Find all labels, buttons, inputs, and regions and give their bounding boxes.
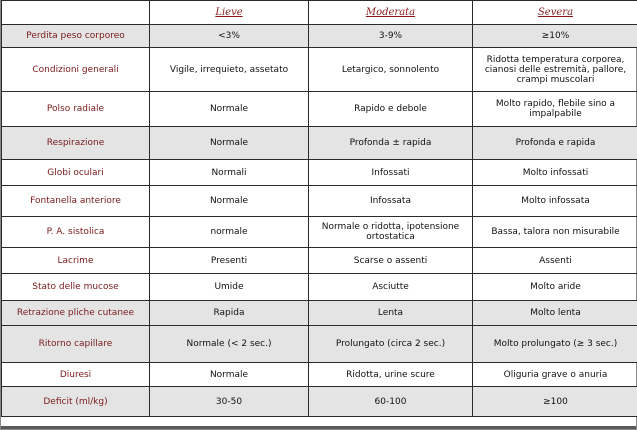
- table-row: [2, 363, 637, 387]
- cell-severa: Molto prolungato (≥ 3 sec.): [473, 326, 637, 363]
- table-row: [2, 127, 637, 160]
- cell-moderata: Scarse o assenti: [309, 248, 473, 274]
- table-row: [2, 160, 637, 186]
- cell-lieve: Normale: [150, 92, 309, 127]
- cell-severa: Profonda e rapida: [473, 127, 637, 160]
- cell-moderata: Infossata: [309, 186, 473, 217]
- cell-severa: Molto infossati: [473, 160, 637, 186]
- row-label: Perdita peso corporeo: [2, 25, 150, 48]
- cell-lieve: Normale (< 2 sec.): [150, 326, 309, 363]
- table-row: [2, 217, 637, 248]
- row-label: Deficit (ml/kg): [2, 387, 150, 417]
- cell-moderata: 60-100: [309, 387, 473, 417]
- cell-lieve: Normale: [150, 186, 309, 217]
- cell-moderata: Rapido e debole: [309, 92, 473, 127]
- table-row: [2, 248, 637, 274]
- bottom-border-band: [1, 426, 636, 429]
- cell-severa: ≥100: [473, 387, 637, 417]
- table-row: [2, 301, 637, 326]
- cell-lieve: Umide: [150, 274, 309, 301]
- row-label: Respirazione: [2, 127, 150, 160]
- cell-severa: Bassa, talora non misurabile: [473, 217, 637, 248]
- cell-severa: Assenti: [473, 248, 637, 274]
- cell-lieve: Normale: [150, 127, 309, 160]
- cell-moderata: Normale o ridotta, ipotensione ortostatica: [309, 217, 473, 248]
- row-label: Globi oculari: [2, 160, 150, 186]
- table-row: [2, 387, 637, 417]
- row-label: Diuresi: [2, 363, 150, 387]
- cell-moderata: 3-9%: [309, 25, 473, 48]
- table-header-row: [2, 1, 637, 25]
- row-label: Stato delle mucose: [2, 274, 150, 301]
- cell-severa: Molto aride: [473, 274, 637, 301]
- table-row: [2, 326, 637, 363]
- cell-moderata: Prolungato (circa 2 sec.): [309, 326, 473, 363]
- row-label: Polso radiale: [2, 92, 150, 127]
- row-label: Condizioni generali: [2, 48, 150, 92]
- row-label: Ritorno capillare: [2, 326, 150, 363]
- cell-lieve: <3%: [150, 25, 309, 48]
- row-label: Lacrime: [2, 248, 150, 274]
- cell-moderata: Infossati: [309, 160, 473, 186]
- cell-severa: Molto rapido, flebile sino a impalpabile: [473, 92, 637, 127]
- cell-severa: ≥10%: [473, 25, 637, 48]
- cell-moderata: Lenta: [309, 301, 473, 326]
- cell-lieve: Presenti: [150, 248, 309, 274]
- row-label: P. A. sistolica: [2, 217, 150, 248]
- row-label: Fontanella anteriore: [2, 186, 150, 217]
- cell-severa: Molto infossata: [473, 186, 637, 217]
- cell-moderata: Letargico, sonnolento: [309, 48, 473, 92]
- cell-lieve: Normale: [150, 363, 309, 387]
- table-row: [2, 92, 637, 127]
- cell-lieve: Rapida: [150, 301, 309, 326]
- cell-severa: Ridotta temperatura corporea, cianosi delle estremità, pallore, crampi muscolari: [473, 48, 637, 92]
- table-row: [2, 48, 637, 92]
- header-moderata: Moderata: [309, 1, 473, 25]
- dehydration-severity-table: [1, 0, 637, 417]
- cell-moderata: Ridotta, urine scure: [309, 363, 473, 387]
- cell-severa: Oliguria grave o anuria: [473, 363, 637, 387]
- cell-lieve: Normali: [150, 160, 309, 186]
- cell-lieve: Vigile, irrequieto, assetato: [150, 48, 309, 92]
- cell-moderata: Profonda ± rapida: [309, 127, 473, 160]
- table-row: [2, 186, 637, 217]
- cell-lieve: normale: [150, 217, 309, 248]
- table-row: [2, 25, 637, 48]
- table-row: [2, 274, 637, 301]
- cell-severa: Molto lenta: [473, 301, 637, 326]
- cell-moderata: Asciutte: [309, 274, 473, 301]
- header-severa: Severa: [473, 1, 637, 25]
- cell-lieve: 30-50: [150, 387, 309, 417]
- header-lieve: Lieve: [150, 1, 309, 25]
- header-empty-cell: [2, 1, 150, 25]
- row-label: Retrazione pliche cutanee: [2, 301, 150, 326]
